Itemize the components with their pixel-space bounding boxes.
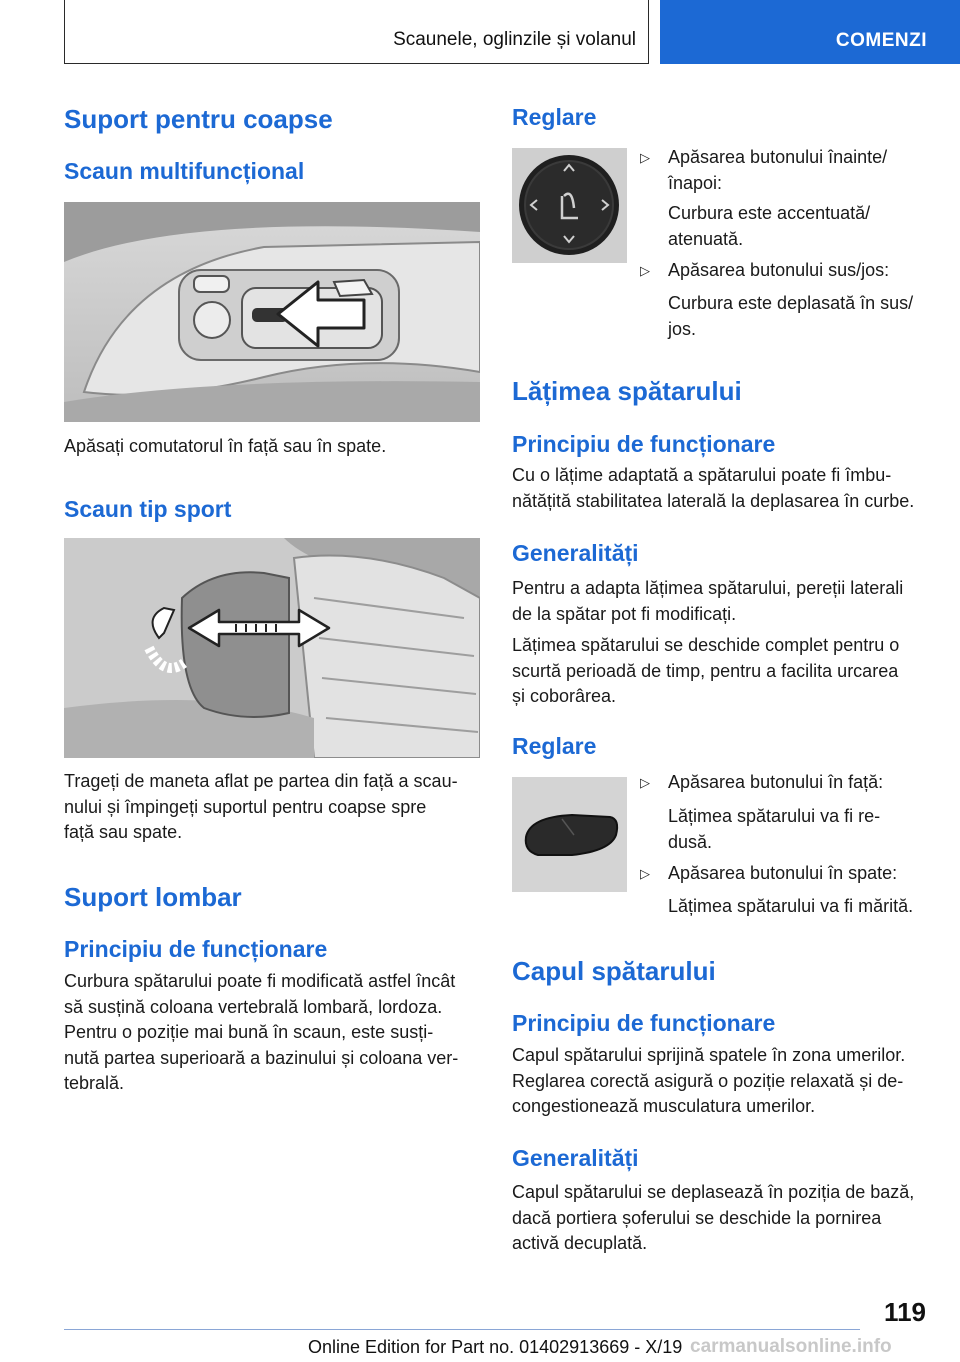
heading-adjust-lumbar: Reglare xyxy=(512,104,597,130)
chapter-tab-label: COMENZI xyxy=(835,30,927,51)
bullet-triangle-icon: ▷ xyxy=(640,150,650,165)
multifunction-seat-text: Apăsați comutatorul în față sau în spate. xyxy=(64,436,387,456)
width-general-text-1: Pentru a adapta lățimea spătarului, pereții laterali de la spătar pot fi modificați. xyxy=(512,578,904,624)
heading-multifunction-seat: Scaun multifuncțional xyxy=(64,158,305,184)
running-header xyxy=(64,0,649,64)
multifunction-seat-photo xyxy=(64,202,480,422)
page-number: 119 xyxy=(884,1297,926,1327)
headrest-general-text: Capul spătarului se deplasează în poziția de bază, dacă portiera șoferului se deschide la pornirea activă decuplată. xyxy=(512,1182,915,1253)
section-title: Scaunele, oglinzile și volanul xyxy=(393,29,636,50)
adjust-lumbar-result-2: Curbura este deplasată în sus/ jos. xyxy=(668,293,914,339)
adjust-lumbar-result-1: Curbura este accentuată/ atenuată. xyxy=(668,203,871,249)
width-general-text-2: Lățimea spătarului se deschide complet pentru o scurtă perioadă de timp, pentru a facilita urcarea și coborârea. xyxy=(512,635,900,706)
sport-seat-text: Trageți de maneta aflat pe partea din față a scau‐ nului și împingeți suportul pentru coapse spre față sau spate. xyxy=(64,771,458,842)
heading-thigh-support: Suport pentru coapse xyxy=(64,104,333,134)
edition-text: Online Edition for Part no. 01402913669 - X/19 xyxy=(308,1337,683,1357)
lumbar-principle-text: Curbura spătarului poate fi modificată astfel încât să susțină coloana vertebrală lombară, lordoza. Pentru o poziție mai bună în scaun, este susți‐ nută partea superioară a bazinului și coloana ver‐ tebrală. xyxy=(64,971,459,1093)
heading-sport-seat: Scaun tip sport xyxy=(64,496,232,522)
lumbar-control-photo xyxy=(512,148,627,263)
footer-divider xyxy=(64,1329,860,1330)
width-principle-text: Cu o lățime adaptată a spătarului poate fi îmbu‐ nătățită stabilitatea laterală la deplasarea în curbe. xyxy=(512,465,915,511)
sport-seat-photo xyxy=(64,538,480,758)
heading-width-principle: Principiu de funcționare xyxy=(512,431,776,457)
heading-lumbar-support: Suport lombar xyxy=(64,882,242,912)
chapter-tab[interactable] xyxy=(660,0,960,64)
bullet-triangle-icon: ▷ xyxy=(640,263,650,278)
width-control-photo xyxy=(512,777,627,892)
heading-width-general: Generalități xyxy=(512,540,639,566)
bullet-triangle-icon: ▷ xyxy=(640,775,650,790)
headrest-principle-text: Capul spătarului sprijină spatele în zona umerilor. Reglarea corectă asigură o poziție relaxată și de‐ congestionează musculatura umerilor. xyxy=(512,1045,906,1116)
heading-headrest-principle: Principiu de funcționare xyxy=(512,1010,776,1036)
heading-headrest-general: Generalități xyxy=(512,1145,639,1171)
bullet-triangle-icon: ▷ xyxy=(640,866,650,881)
adjust-width-result-2: Lățimea spătarului va fi mărită. xyxy=(668,896,914,916)
adjust-width-result-1: Lățimea spătarului va fi re‐ dusă. xyxy=(668,806,881,852)
heading-headrest: Capul spătarului xyxy=(512,956,716,986)
watermark: carmanualsonline.info xyxy=(690,1336,892,1357)
heading-adjust-width: Reglare xyxy=(512,733,597,759)
heading-lumbar-principle: Principiu de funcționare xyxy=(64,936,328,962)
heading-backrest-width: Lățimea spătarului xyxy=(512,376,742,406)
